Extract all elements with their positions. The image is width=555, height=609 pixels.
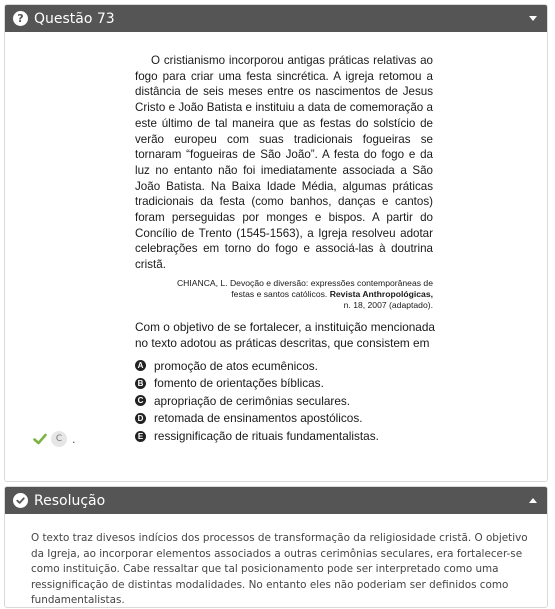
options-list — [135, 357, 435, 445]
question-image — [129, 53, 435, 444]
option-text: fomento de orientações bíblicas. — [154, 376, 324, 391]
chevron-up-icon[interactable] — [529, 498, 537, 503]
check-icon — [33, 432, 47, 446]
question-citation — [129, 278, 433, 311]
check-circle-icon — [13, 493, 28, 508]
option-d — [135, 410, 435, 428]
resolution-title: Resolução — [34, 492, 106, 509]
option-text: ressignificação de rituais fundamentalistas. — [154, 429, 379, 444]
citation-journal: Revista Anthropológicas, — [329, 288, 433, 299]
citation-line-2 — [129, 289, 433, 300]
question-circle-icon: ? — [13, 11, 28, 26]
option-letter: D — [135, 413, 146, 424]
question-title: Questão 73 — [34, 10, 115, 27]
option-b — [135, 374, 435, 392]
option-letter: B — [135, 378, 146, 389]
option-text: promoção de atos ecumênicos. — [154, 358, 318, 373]
citation-plain: festas e santos católicos. — [231, 288, 330, 299]
option-letter: E — [135, 431, 146, 442]
chevron-down-icon[interactable] — [529, 16, 537, 21]
option-c — [135, 392, 435, 410]
option-e — [135, 427, 435, 445]
question-passage: O cristianismo incorporou antigas práticas relativas ao fogo para criar uma festa sincrética. A igreja retomou a distância de seis meses entre os nascimentos de Jesus Cristo e João Batista e instituiu a data de comemoração a este último de tal maneira que as festas do solstício de verão europeu com suas tradicionais fogueiras se tornaram “fogueiras de São João”. A festa do fogo e da luz no entanto não foi imediatamente associada a São João Batista. Na Baixa Idade Média, algumas práticas tradicionais da festa (como banhos, danças e cantos) foram perseguidas por monges e bispos. A partir do Concílio de Trento (1545-1563), a Igreja resolveu adotar celebrações em torno do fogo e associá-las à doutrina cristã. — [135, 54, 433, 272]
citation-line-1: CHIANCA, L. Devoção e diversão: expressões contemporâneas de — [176, 277, 433, 288]
option-text: retomada de ensinamentos apostólicos. — [154, 411, 363, 426]
question-panel — [4, 4, 548, 482]
resolution-text: O texto traz divesos indícios dos processos de transformação da religiosidade cristã. O objetivo da Igreja, ao incorporar elementos associados a outras cerimônias seculares, era fortalecer-se como instituição. Cabe ressaltar que tal posicionamento pode ser interpretado como uma ressignificação de distintas modalidades. No entanto eles não poderiam ser definidos como fundamentalistas. — [31, 532, 528, 607]
question-stem: Com o objetivo de se fortalecer, a instituição mencionada no texto adotou as práticas descritas, que consistem em — [135, 319, 435, 350]
resolution-panel — [4, 486, 548, 608]
option-letter: A — [135, 360, 146, 371]
answer-suffix: . — [72, 432, 76, 446]
question-panel-header[interactable] — [5, 5, 547, 32]
citation-line-3: n. 18, 2007 (adaptado). — [343, 299, 433, 310]
answer-badge: C — [51, 431, 67, 447]
resolution-panel-header[interactable] — [5, 487, 547, 514]
option-text: apropriação de cerimônias seculares. — [154, 393, 351, 408]
answer-row — [33, 431, 76, 447]
option-a — [135, 357, 435, 375]
option-letter: C — [135, 395, 146, 406]
